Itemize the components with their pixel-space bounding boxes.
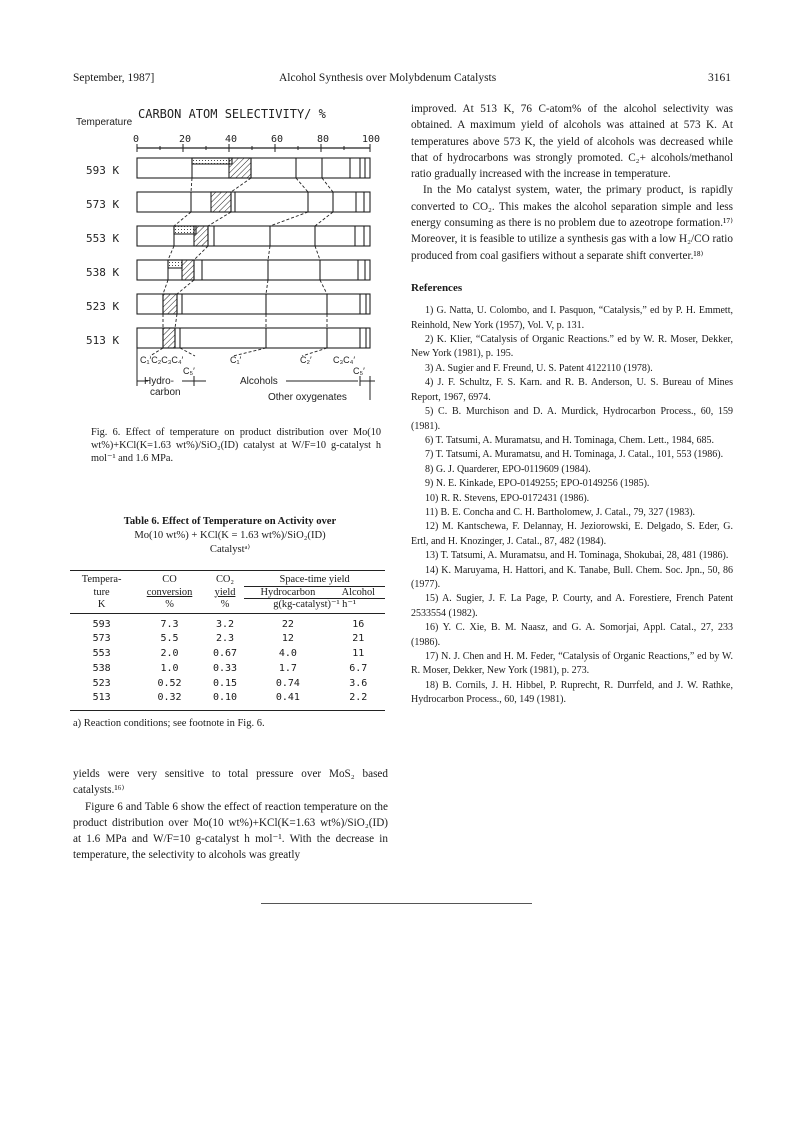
table-cell: 2.0 [160, 648, 179, 660]
table-row [70, 632, 385, 647]
row-label: 593 K [86, 164, 120, 177]
table-cell: 16 [352, 618, 365, 630]
reference-item: 3) A. Sugier and F. Freund, U. S. Patent 4122110 (1978). [425, 362, 653, 374]
table-row [70, 677, 385, 692]
label-c3c4-alcohol: C₃C₄′ [333, 355, 356, 365]
label-c5-alcohol: C₅′ [353, 366, 365, 376]
header-left: September, 1987] [73, 72, 155, 84]
header-center: Alcohol Synthesis over Molybdenum Catalysts [279, 72, 497, 84]
table-cell: 4.0 [278, 648, 297, 660]
right-body [411, 101, 733, 708]
paragraph: Figure 6 and Table 6 show the effect of reaction temperature on the product distribution over Mo(10 wt%)+KCl(K=1.63 wt%)/SiO₂(ID) at 1.6 MPa and W/F=10 g-catalyst h mol⁻¹. With the decrease in temperature, the selectivity to alcohols was greatly [73, 800, 388, 862]
reference-item: 11) B. E. Concha and C. H. Bartholomew, J. Catal., 79, 327 (1983). [425, 506, 696, 518]
table-cell: 513 [92, 692, 111, 704]
table-cell: 3.6 [349, 677, 368, 689]
row-label: 573 K [86, 198, 120, 211]
label-other-oxygenates: Other oxygenates [268, 392, 347, 403]
reference-item: 4) J. F. Schultz, F. S. Karn. and R. B. Anderson, U. S. Bureau of Mines Report, 1967, 6974. [411, 377, 733, 403]
table-cell: 5.5 [160, 633, 179, 645]
col-header-co: CO [162, 574, 177, 586]
reference-item: 6) T. Tatsumi, A. Muramatsu, and H. Tominaga, Chem. Lett., 1984, 685. [425, 434, 714, 446]
end-rule [261, 903, 532, 904]
col-header-co2: yield [214, 586, 236, 598]
label-carbon: carbon [150, 387, 181, 398]
table-cell: 0.41 [275, 692, 300, 704]
reference-item: 10) R. R. Stevens, EPO-0172431 (1986). [425, 492, 590, 504]
reference-item: 8) G. J. Quarderer, EPO-0119609 (1984). [425, 463, 591, 475]
reference-item: 15) A. Sugier, J. F. La Page, P. Courty, and A. Forestiere, French Patent 2533554 (1982). [411, 593, 733, 619]
table-title [85, 515, 375, 557]
reference-list [411, 304, 733, 707]
label-c2-alcohol: C₂′ [300, 355, 312, 365]
table-cell: 573 [92, 633, 111, 645]
reference-item: 2) K. Klier, “Catalysis of Organic Reactions.” ed by W. R. Moser, Dekker, New York (1981), p. 195. [411, 334, 733, 360]
table-cell: 12 [281, 633, 294, 645]
table-row [70, 647, 385, 662]
table-cell: 0.52 [157, 677, 182, 689]
paragraph: yields were very sensitive to total pressure over MoS₂ based catalysts.¹⁶⁾ [73, 768, 388, 797]
table-title-line: Mo(10 wt%) + KCl(K = 1.63 wt%)/SiO₂(ID) [134, 530, 326, 541]
table-cell: 6.7 [349, 662, 368, 674]
reference-item: 1) G. Natta, U. Colombo, and I. Pasquon, “Catalysis,” ed by P. H. Emmett, Reinhold, New York (1957), Vol. V, p. 131. [411, 305, 733, 331]
row-label: 523 K [86, 300, 120, 313]
reference-item: 14) K. Maruyama, H. Hattori, and K. Tanabe, Bull. Chem. Soc. Jpn., 50, 86 (1977). [411, 564, 733, 590]
table-cell: 553 [92, 648, 111, 660]
x-tick: 60 [271, 134, 284, 145]
paragraph: In the Mo catalyst system, water, the primary product, is rapidly converted to CO₂. This makes the alcohol separation simple and less energy consuming as there is no problem due to azeotrope formation.¹⁷⁾ Moreover, it is feasible to utilize a synthesis gas with a low H₂/CO ratio produced from coal gasifiers without a separate shift converter.¹⁸⁾ [411, 184, 733, 262]
unit-k: K [97, 598, 106, 610]
col-header-co: conversion [146, 586, 193, 598]
reference-item: 12) M. Kantschewa, F. Delannay, H. Jeziorowski, E. Delgado, S. Eder, G. Ertl, and H. Knozinger, J. Catal., 87, 482 (1984). [411, 521, 733, 547]
table-footnote: a) Reaction conditions; see footnote in Fig. 6. [73, 718, 265, 729]
unit-sty: g(kg-catalyst)⁻¹ h⁻¹ [273, 599, 356, 610]
table-cell: 1.0 [160, 662, 179, 674]
table-cell: 1.7 [278, 662, 297, 674]
col-header-temp: ture [93, 586, 110, 598]
reference-item: 13) T. Tatsumi, A. Muramatsu, and H. Tominaga, Shokubai, 28, 481 (1986). [425, 550, 729, 562]
table-cell: 2.2 [349, 692, 368, 704]
x-tick: 40 [225, 134, 238, 145]
label-c1-c4: C₁′C₂C₃C₄′ [140, 355, 184, 365]
reference-item: 9) N. E. Kinkade, EPO-0149255; EPO-0149256 (1985). [425, 478, 650, 490]
table-cell: 0.74 [275, 677, 300, 689]
table-cell: 0.32 [157, 692, 182, 704]
col-header-co2: CO₂ [216, 574, 235, 586]
figure-caption: Fig. 6. Effect of temperature on product distribution over Mo(10 wt%)+KCl(K=1.63 wt%)/SiO₂(ID) catalyst at W/F=10 g-catalyst h mol⁻¹ and 1.6 MPa. [91, 427, 381, 465]
figure-6 [70, 100, 390, 420]
col-header-alcohol: Alcohol [332, 586, 385, 599]
table-cell: 2.3 [216, 633, 235, 645]
table-cell: 3.2 [216, 618, 235, 630]
table-row [70, 691, 385, 710]
table-cell: 538 [92, 662, 111, 674]
table-6 [70, 570, 385, 711]
col-header-temp: Tempera- [81, 574, 122, 586]
table-cell: 523 [92, 677, 111, 689]
col-header-hydrocarbon: Hydrocarbon [244, 586, 331, 599]
reference-item: 7) T. Tatsumi, A. Muramatsu, and H. Tominaga, J. Catal., 101, 553 (1986). [425, 449, 724, 461]
x-tick: 80 [317, 134, 330, 145]
references-heading: References [411, 281, 463, 294]
row-label: 513 K [86, 334, 120, 347]
label-alcohols: Alcohols [240, 376, 278, 387]
figure-title: CARBON ATOM SELECTIVITY/ % [138, 107, 326, 121]
table-cell: 0.33 [212, 662, 238, 674]
table-cell: 593 [92, 618, 111, 630]
figure-ylabel: Temperature [76, 117, 133, 128]
reference-item: 5) C. B. Murchison and D. A. Murdick, Hydrocarbon Process., 60, 159 (1981). [411, 406, 733, 432]
table-row [70, 662, 385, 677]
reference-item: 18) B. Cornils, J. H. Hibbel, P. Ruprecht, R. Durrfeld, and J. W. Rathke, Hydrocarbon Process., 60, 149 (1981). [411, 679, 733, 706]
page-number: 3161 [708, 72, 731, 84]
table-row [70, 613, 385, 632]
table-title-line: Catalystᵃ⁾ [209, 544, 251, 555]
unit-pct: % [165, 598, 174, 610]
table-cell: 0.15 [212, 677, 238, 689]
x-tick: 100 [362, 134, 381, 145]
row-label: 553 K [86, 232, 120, 245]
table-cell: 0.67 [212, 648, 238, 660]
paragraph: improved. At 513 K, 76 C-atom% of the alcohol selectivity was obtained. A maximum yield of alcohols was attained at 573 K. At temperatures above 573 K, the yield of alcohols was decreased while that of hydrocarbons was strongly promoted. C₂+ alcohols/methanol ratio gradually increased with the increase in temperature. [411, 103, 733, 181]
x-tick: 0 [133, 134, 140, 145]
table-cell: 22 [281, 618, 294, 630]
row-label: 538 K [86, 266, 120, 279]
col-header-sty: Space-time yield [244, 571, 385, 587]
table-title-line: Table 6. Effect of Temperature on Activity over [123, 516, 337, 527]
x-tick: 20 [179, 134, 192, 145]
label-c1-alcohol: C₁′ [230, 355, 242, 365]
table-cell: 7.3 [160, 618, 179, 630]
unit-pct: % [220, 598, 230, 610]
table-cell: 11 [352, 648, 365, 660]
table-cell: 21 [352, 633, 365, 645]
label-hydrocarbon: Hydro- [144, 376, 175, 387]
reference-item: 17) N. J. Chen and H. M. Feder, “Catalysis of Organic Reactions,” ed by W. R. Moser, Dekker, New York (1981), p. 273. [411, 651, 733, 677]
left-body [73, 766, 388, 864]
table-cell: 0.10 [212, 692, 238, 704]
label-c5: C₅′ [183, 366, 195, 376]
reference-item: 16) Y. C. Xie, B. M. Naasz, and G. A. Somorjai, Appl. Catal., 27, 233 (1986). [411, 622, 733, 648]
